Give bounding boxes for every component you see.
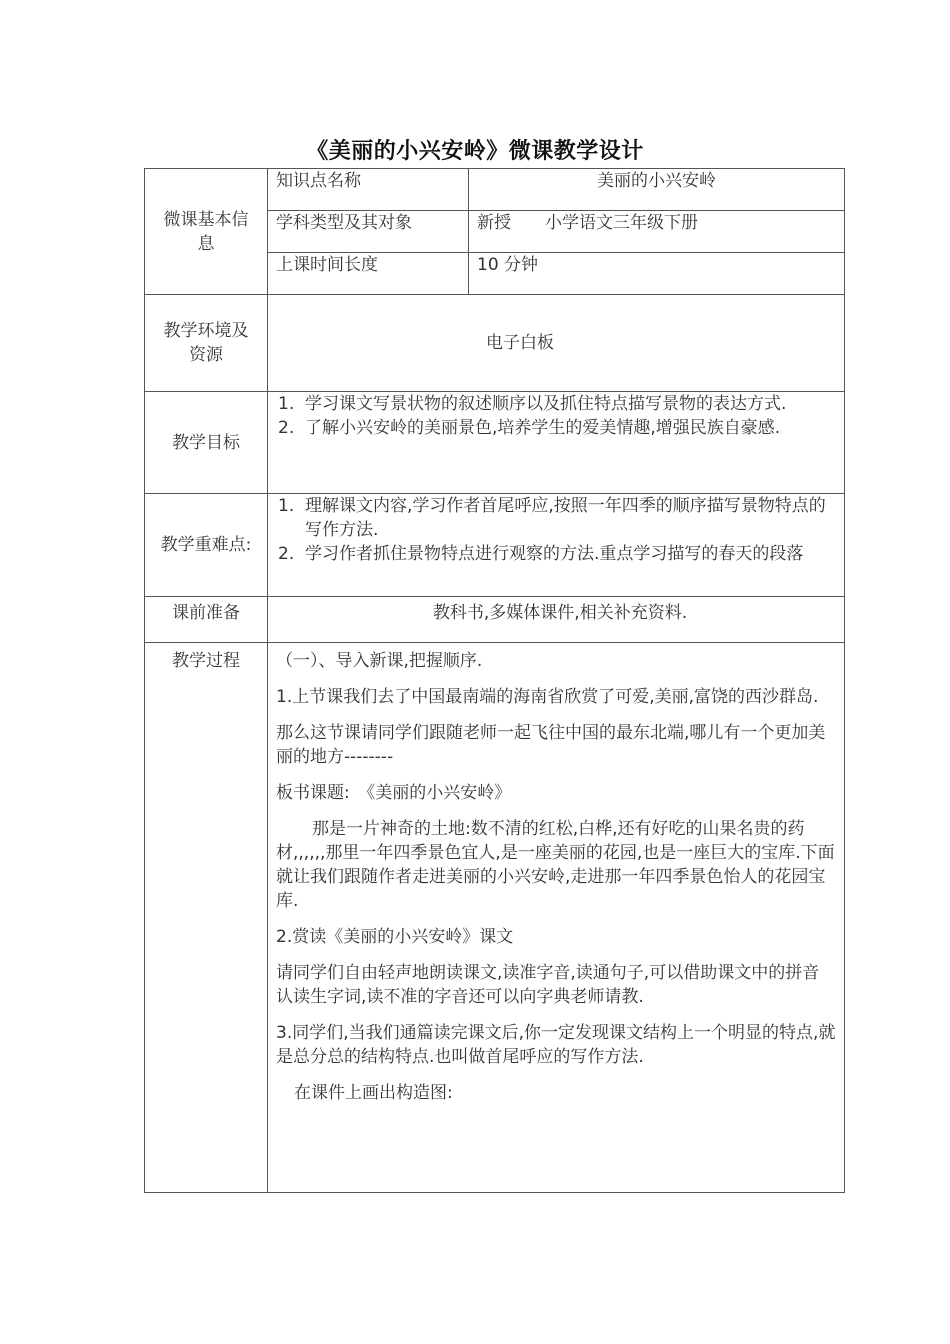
key-points-label: 教学重难点: [145,494,268,597]
process-paragraph: 那么这节课请同学们跟随老师一起飞往中国的最东北端,哪儿有一个更加美丽的地方-------- [276,723,826,767]
process-paragraph: 在课件上画出构造图: [294,1083,453,1103]
process-paragraph: 板书课题: 《美丽的小兴安岭》 [276,783,512,803]
basic-info-label: 微课基本信息 [145,169,268,295]
table-row [145,169,845,211]
info-key: 上课时间长度 [268,253,469,295]
process-paragraph: 那是一片神奇的土地:数不清的红松,白桦,还有好吃的山果名贵的药材,,,,,,那里一年四季景色宜人,是一座美丽的花园,也是一座巨大的宝库.下面就让我们跟随作者走进美丽的小兴安岭,走进那一年四季景色怡人的花园宝库. [276,819,835,911]
list-item: 2. 了解小兴安岭的美丽景色,培养学生的爱美情趣,增强民族自豪感. [278,418,781,438]
lesson-plan-table [144,168,845,1193]
info-value: 美丽的小兴安岭 [469,169,845,211]
table-row [145,643,845,1193]
process-paragraph: 请同学们自由轻声地朗读课文,读准字音,读通句子,可以借助课文中的拼音认读生字词,读不准的字音还可以向字典老师请教. [276,963,820,1007]
environment-label: 教学环境及资源 [145,295,268,392]
process-paragraph: 1.上节课我们去了中国最南端的海南省欣赏了可爱,美丽,富饶的西沙群岛. [276,687,819,707]
goals-label: 教学目标 [145,392,268,494]
process-paragraph: 3.同学们,当我们通篇读完课文后,你一定发现课文结构上一个明显的特点,就是总分总的结构特点.也叫做首尾呼应的写作方法. [276,1023,836,1067]
list-item: 1. 理解课文内容,学习作者首尾呼应,按照一年四季的顺序描写景物特点的写作方法. [278,496,826,540]
table-row [145,392,845,494]
info-key: 知识点名称 [268,169,469,211]
goals-content [268,392,845,494]
info-value: 10 分钟 [469,253,845,295]
list-item: 1. 学习课文写景状物的叙述顺序以及抓住特点描写景物的表达方式. [278,394,787,414]
process-paragraph: （一）、导入新课,把握顺序. [276,651,483,671]
key-points-content [268,494,845,597]
environment-value: 电子白板 [268,295,845,392]
list-item: 2. 学习作者抓住景物特点进行观察的方法.重点学习描写的春天的段落 [278,544,804,564]
process-paragraph: 2.赏读《美丽的小兴安岭》课文 [276,927,514,947]
process-content [268,643,845,1193]
table-row [145,494,845,597]
preparation-label: 课前准备 [145,597,268,643]
table-row [145,597,845,643]
table-row [145,295,845,392]
info-value: 新授 小学语文三年级下册 [469,211,845,253]
preparation-value: 教科书,多媒体课件,相关补充资料. [268,597,845,643]
process-label: 教学过程 [145,643,268,1193]
document-title: 《美丽的小兴安岭》微课教学设计 [306,139,644,164]
info-key: 学科类型及其对象 [268,211,469,253]
